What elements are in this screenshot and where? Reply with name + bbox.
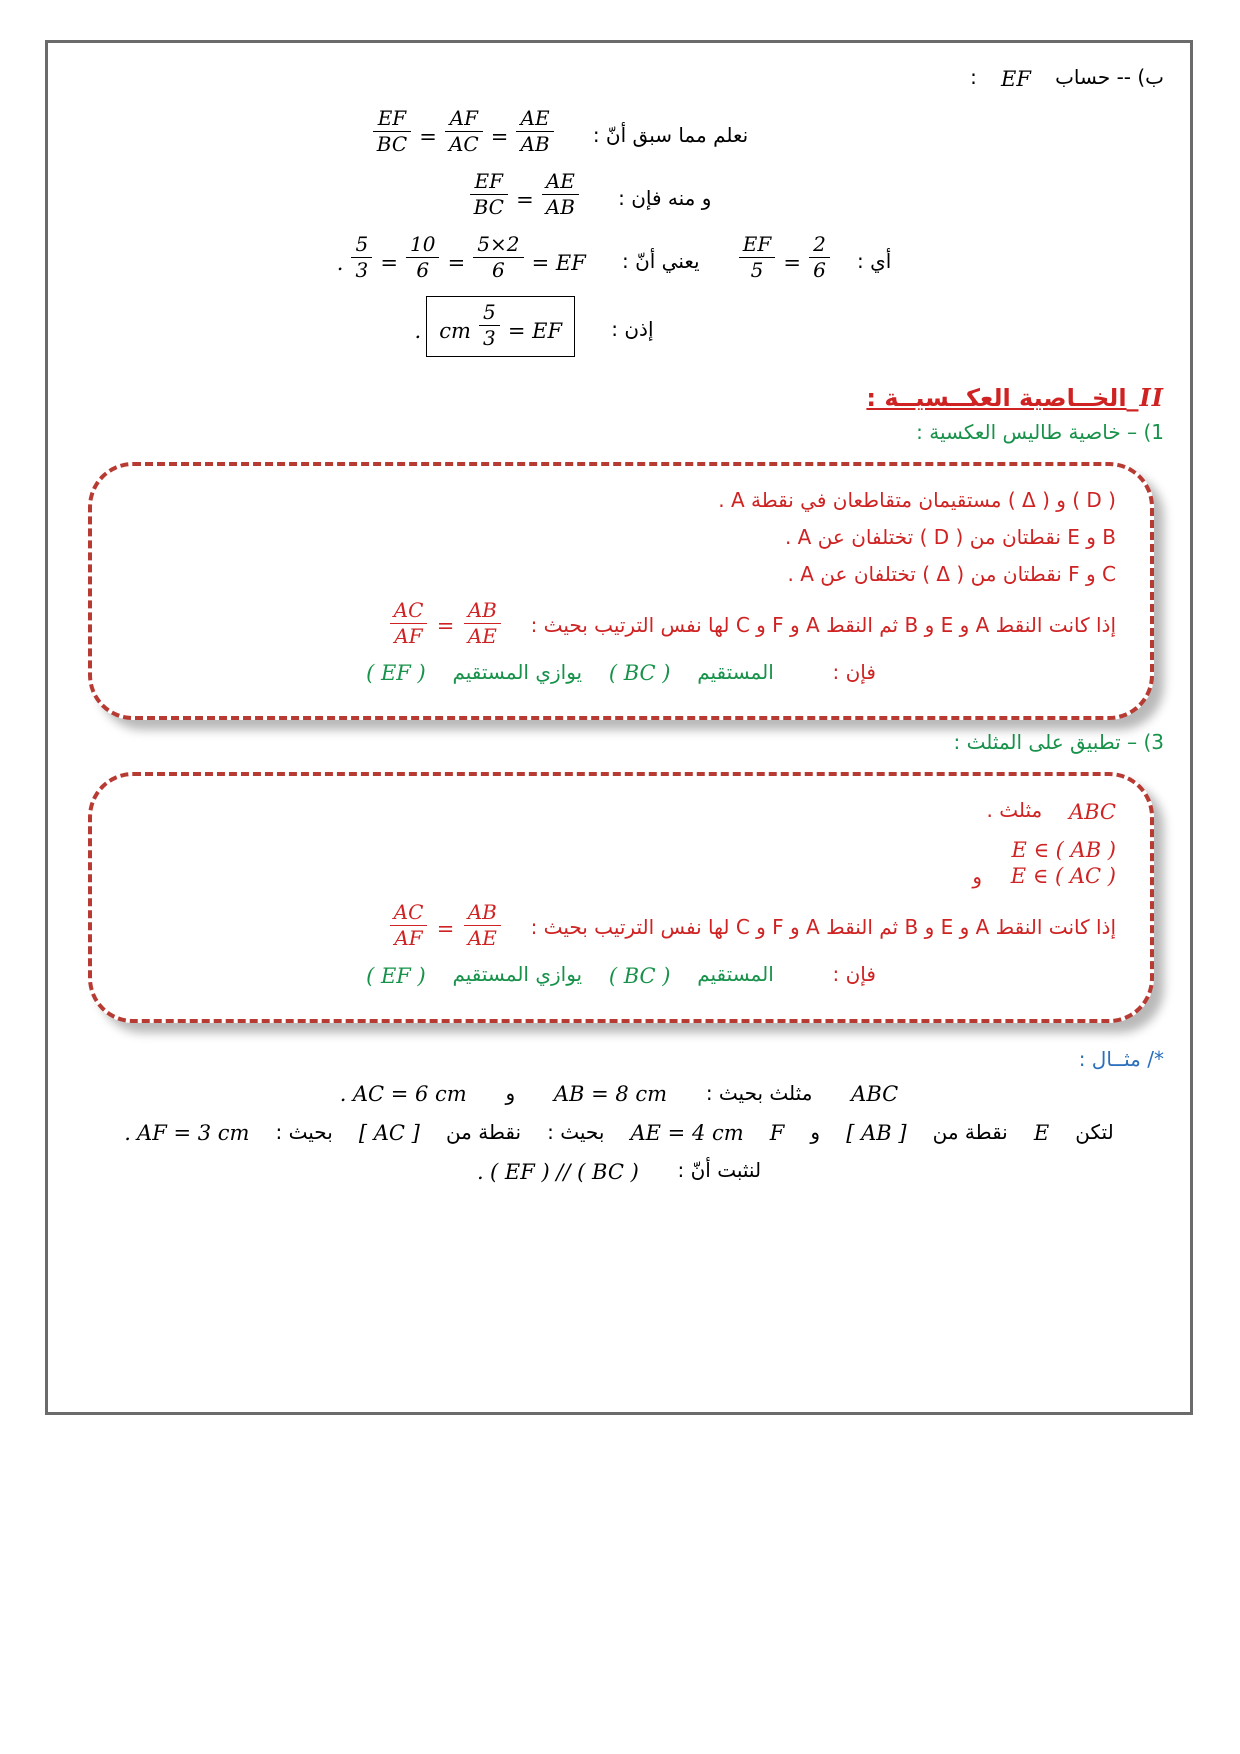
- triangle-abc: ABC: [851, 1082, 899, 1107]
- calc-line-3: [74, 233, 1164, 282]
- calc-line3-text: أي :: [856, 248, 892, 273]
- membership-e-ab: E ∈ ( AB ): [1011, 837, 1116, 862]
- fraction-af-ac: [445, 107, 483, 156]
- property-box-thales-converse: [88, 462, 1154, 721]
- calc-line2-text: و منه فإن :: [618, 185, 712, 210]
- section-separator: _: [1126, 383, 1140, 412]
- equals-sign: =: [436, 916, 455, 941]
- calculation-section: [74, 65, 1164, 357]
- example-line2-mid4: بحيث :: [275, 1119, 333, 1144]
- period: .: [414, 319, 422, 344]
- fraction-numerator: AE: [542, 170, 579, 195]
- fraction-numerator: 5: [479, 301, 500, 326]
- example-line2-mid1: نقطة من: [932, 1119, 1008, 1144]
- membership-e-ac: E ∈ ( AC ): [1010, 864, 1116, 889]
- fraction-denominator: AC: [448, 131, 479, 156]
- box1-line-4: [126, 599, 1116, 648]
- example-line-2: [74, 1120, 1164, 1147]
- fraction-numerator: 2×5: [473, 233, 523, 258]
- fraction-denominator: 3: [355, 257, 369, 282]
- example-line3-text: لنثبت أنّ :: [677, 1158, 762, 1183]
- example-line-3: [74, 1158, 1164, 1185]
- equals-sign: =: [783, 251, 801, 276]
- box2-line-4: [126, 962, 1116, 989]
- fraction-numerator: AB: [464, 599, 501, 624]
- box2-line4-prefix: فإن :: [832, 962, 876, 987]
- segment-ac: [ AC ]: [358, 1121, 420, 1145]
- example-line2-mid3: نقطة من: [445, 1119, 522, 1144]
- calc-result-line: [74, 296, 1164, 357]
- period: .: [339, 1082, 347, 1107]
- fraction-numerator: AB: [464, 901, 501, 926]
- fraction-ab-ae: [464, 599, 501, 648]
- fraction-ab-ae: [464, 901, 501, 950]
- fraction-denominator: BC: [473, 194, 504, 219]
- point-e: E: [1033, 1121, 1050, 1145]
- measure-af: AF = 3 cm: [137, 1121, 250, 1145]
- fraction-numerator: AF: [445, 107, 483, 132]
- fraction-numerator: EF: [470, 170, 508, 195]
- segment-bc: ( BC ): [608, 661, 671, 685]
- fraction-2x5-6: [473, 233, 523, 282]
- conjunction-and: و: [810, 1119, 821, 1144]
- equals-sign: =: [436, 614, 455, 638]
- fraction-ae-ab-2: [542, 170, 579, 219]
- fraction-denominator: AE: [467, 926, 497, 951]
- fraction-numerator: 5: [351, 233, 372, 258]
- box2-line-1: [126, 798, 1116, 825]
- fraction-ef-bc: [373, 107, 411, 156]
- period: .: [476, 1159, 484, 1184]
- example-line2-mid2: بحيث :: [547, 1119, 605, 1144]
- example-section: [74, 1081, 1164, 1185]
- ef-lead: EF =: [531, 251, 586, 276]
- example-line2-start: لتكن: [1075, 1119, 1114, 1144]
- fraction-ef-5: [739, 233, 775, 282]
- equals-sign: =: [447, 251, 466, 276]
- triangle-abc: ABC: [1068, 799, 1116, 824]
- fraction-5-3-result: [479, 301, 500, 350]
- measure-ac: AC = 6 cm: [352, 1082, 467, 1107]
- subsection-heading-1: 1) – خاصية طاليس العكسية :: [916, 419, 1164, 444]
- period: .: [336, 251, 344, 276]
- box1-line5-prefix: فإن :: [832, 659, 876, 684]
- fraction-numerator: AC: [390, 901, 428, 926]
- measure-ae: AE = 4 cm: [630, 1121, 744, 1145]
- calc-title-line: [74, 65, 1164, 93]
- fraction-denominator: BC: [376, 131, 408, 156]
- box2-line3-text: إذا كانت النقط A و E و B ثم النقط A و F و C لها نفس الترتيب بحيث :: [530, 915, 1116, 940]
- fraction-numerator: EF: [739, 233, 775, 258]
- equals-sign: =: [516, 188, 534, 213]
- equals-sign: =: [419, 125, 437, 150]
- segment-bc: ( BC ): [608, 963, 671, 988]
- conjunction-and: و: [972, 864, 983, 889]
- fraction-denominator: AE: [467, 623, 497, 648]
- fraction-5-3: [351, 233, 372, 282]
- box1-line-1: ( D ) و ( Δ ) مستقيمان متقاطعان في نقطة A .: [718, 487, 1116, 512]
- calc-title-prefix: ب) -- حساب: [1055, 65, 1164, 89]
- fraction-ef-bc-2: [470, 170, 508, 219]
- period: .: [124, 1121, 131, 1145]
- section-heading-2: [74, 383, 1164, 412]
- fraction-denominator: AF: [394, 926, 423, 951]
- unit-cm: cm: [439, 319, 471, 344]
- section-title: الخــاصية العكــسيــة :: [866, 383, 1127, 412]
- subsection-heading-3: 3) – تطبيق على المثلث :: [953, 730, 1164, 755]
- box1-line4-text: إذا كانت النقط A و E و B ثم النقط A و F و C لها نفس الترتيب بحيث :: [530, 612, 1116, 637]
- box1-line-2: B و E نقطتان من ( D ) تختلفان عن A .: [784, 524, 1116, 549]
- fraction-denominator: 6: [492, 257, 505, 282]
- fraction-ac-af: [390, 901, 428, 950]
- fraction-denominator: AB: [545, 194, 575, 219]
- fraction-numerator: 2: [809, 233, 830, 258]
- box1-line-3: C و F نقطتان من ( Δ ) تختلفان عن A .: [787, 561, 1116, 586]
- fraction-denominator: 6: [416, 257, 430, 282]
- box1-line5-green1: المستقيم: [697, 659, 774, 684]
- example-heading: */ مثــال :: [1078, 1047, 1164, 1071]
- section-number: II: [1139, 382, 1164, 412]
- segment-ef: ( EF ): [366, 963, 426, 988]
- fraction-numerator: AC: [390, 599, 428, 624]
- box2-line4-green2: يوازي المستقيم: [452, 962, 583, 987]
- segment-ef: ( EF ): [366, 661, 426, 685]
- calc-line-1: [74, 107, 1164, 156]
- fraction-10-6: [406, 233, 439, 282]
- parallel-relation: ( BC ) // ( EF ): [489, 1159, 639, 1184]
- fraction-denominator: AF: [394, 623, 423, 648]
- calc-line-2: [74, 170, 1164, 219]
- ef-lead: EF =: [507, 319, 563, 344]
- box2-line4-green1: المستقيم: [697, 962, 774, 987]
- fraction-2-6: [809, 233, 830, 282]
- fraction-numerator: 10: [406, 233, 439, 258]
- calc-result-text: إذن :: [611, 316, 654, 341]
- fraction-denominator: 5: [750, 257, 764, 282]
- calc-line1-text: نعلم مما سبق أنّ :: [592, 122, 749, 147]
- equals-sign: =: [490, 125, 509, 150]
- measure-ab: AB = 8 cm: [553, 1082, 668, 1107]
- segment-ab: [ AB ]: [846, 1121, 907, 1145]
- result-box: [426, 296, 575, 357]
- fraction-numerator: AE: [516, 107, 553, 132]
- fraction-ac-af: [390, 599, 428, 648]
- conjunction-and: و: [505, 1081, 516, 1105]
- equals-sign: =: [380, 251, 398, 276]
- calc-title-term: EF: [1001, 67, 1031, 92]
- fraction-denominator: 6: [813, 257, 826, 282]
- box1-line-5: [126, 660, 1116, 687]
- calc-line3-mid: يعني أنّ :: [621, 248, 700, 273]
- point-f: F: [769, 1121, 785, 1145]
- fraction-numerator: EF: [373, 107, 411, 132]
- document-page: [45, 40, 1193, 1415]
- box2-line1-text: مثلث .: [986, 798, 1043, 823]
- property-box-triangle-application: [88, 772, 1154, 1023]
- calc-title-colon: :: [970, 65, 977, 89]
- fraction-denominator: AB: [520, 131, 550, 156]
- example-line1-text: مثلث بحيث :: [705, 1081, 813, 1105]
- fraction-ae-ab: [516, 107, 553, 156]
- fraction-denominator: 3: [483, 325, 496, 350]
- example-line-1: [74, 1081, 1164, 1108]
- box2-line-3: [126, 901, 1116, 950]
- box1-line5-green2: يوازي المستقيم: [452, 659, 583, 684]
- box2-membership-group: [126, 837, 1116, 890]
